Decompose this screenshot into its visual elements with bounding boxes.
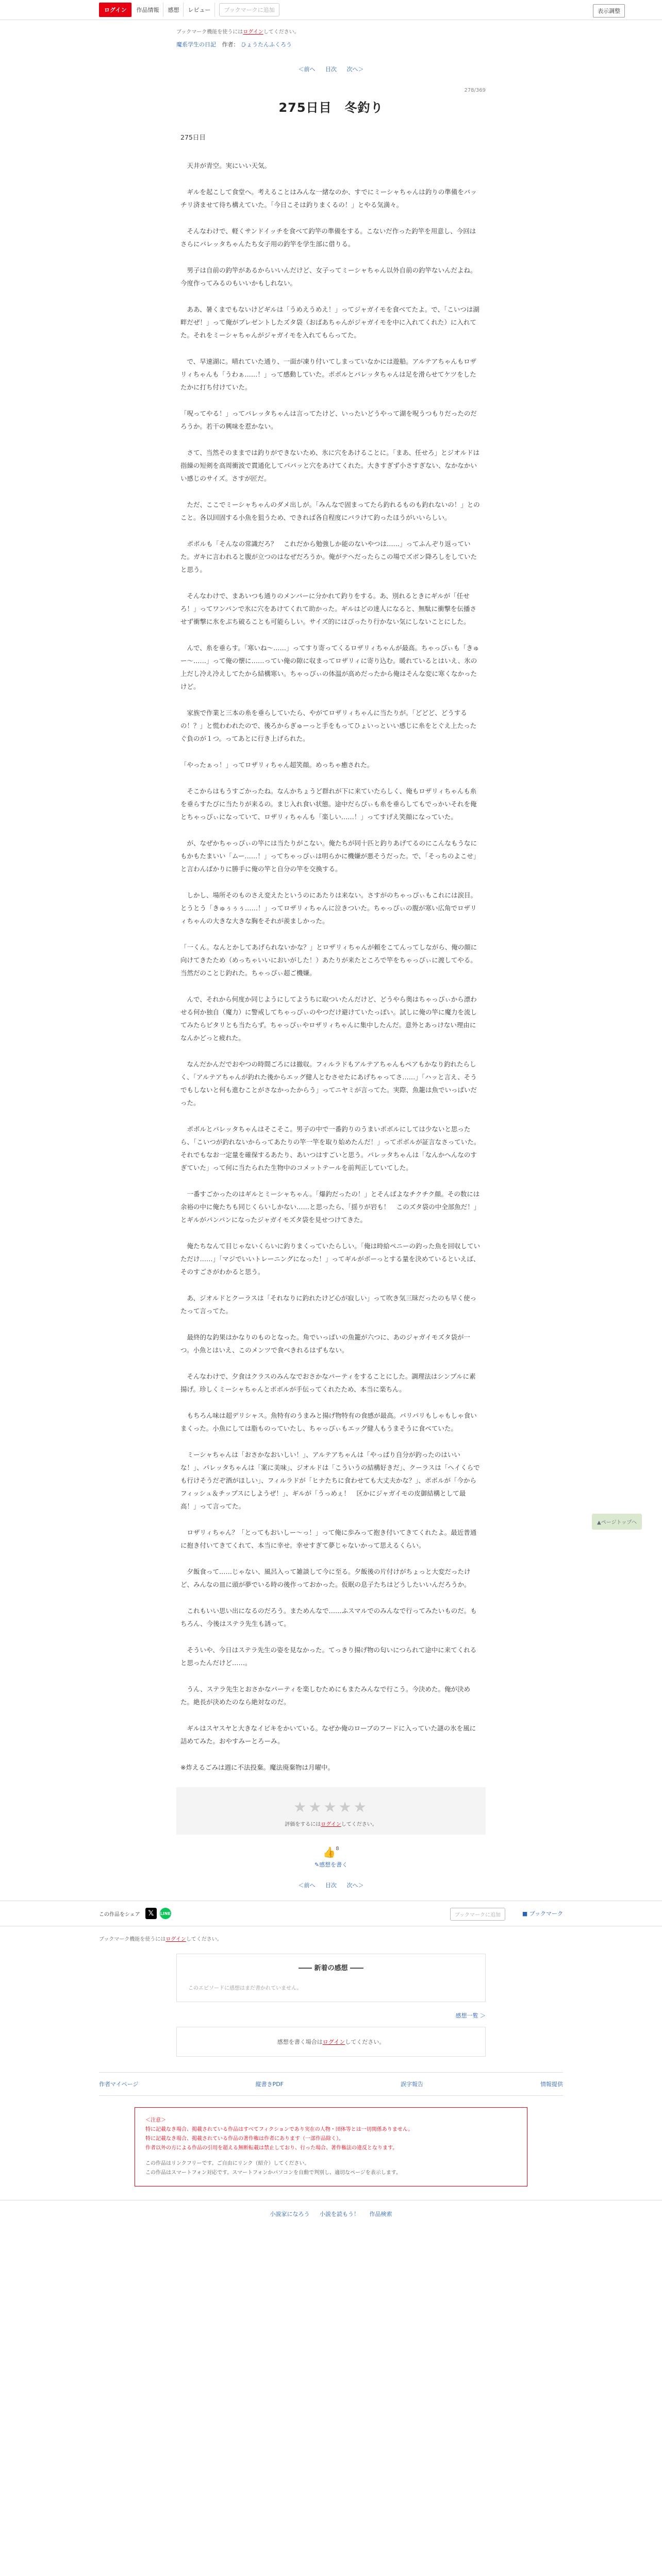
novel-paragraph: 天井が青空。実にいい天気。 [180,162,271,170]
bookmark-notice: ブックマーク機能を使うにはログインしてください。 [176,29,300,35]
impressions-box [176,1954,486,2002]
novel-paragraph: うん、ステラ先生とおさかなパーティを楽しむためにもまたみんなで行こう。今決めた。俺が決めた。絶長が決めたのなら絶対なのだ。 [180,1685,471,1706]
warning-box [135,2107,527,2187]
series-title-link[interactable]: 魔系学生の日記 [176,41,216,48]
impression-login-link[interactable]: ログイン [322,2039,345,2045]
info-line: この作品はリンクフリーです。ご自由にリンク（紹介）してください。 この作品はスマートフォン対応です。スマートフォンかパソコンを自動で判別し、適切なページを表示します。 [145,2161,401,2176]
main-content [176,27,486,1774]
impressions-list-link[interactable]: 感想一覧 ＞ [455,2012,486,2019]
share-bar [0,1901,662,1926]
novel-paragraph: さて、当然そのままでは釣りができないため、氷に穴をあけることに。「まあ、任せろ」とジオルドは指繰の短剣を高周衝波で貫通化してパパッと穴をあけてくれた。大きすぎず小さすぎない、なかなかいい感じのサイズ。さすが匠だ。 [180,449,480,482]
footer-links [99,2072,563,2096]
novel-paragraph: あ、ジオルドとクーラスは「それなりに釣れたけど心が寂しい」って吹き気三昧だったのも早く使ったって言ってた。 [180,1294,477,1315]
rating-stars[interactable]: ★★★★★ [293,1799,369,1816]
nav-review[interactable]: レビュー [184,3,215,17]
novel-paragraph: そんなわけで、まあいつも通りのメンバーに分かれて釣りをする。あ、別れるときにギルが「任せろ！」ってワンパンで氷に穴をあけてくれて助かった。ギルはどの達人になると、無駄に衝撃を伝播させず衝撃に氷をぶち破ることも可能らしい。サイズ的にはぴったり行かない気にしないことにした。 [180,592,477,625]
novel-paragraph: ※炸えるごみは週に不法投棄。魔法廃棄物は月曜中。 [180,1764,334,1771]
warning-title: ＜注意＞ [145,2117,166,2123]
series-info: 魔系学生の日記 作者： ひょうたんふくろう [176,41,292,48]
rating-notice: 評価をするにはログインしてください。 [285,1822,377,1827]
typo-report-link[interactable]: 誤字報告 [401,2081,423,2088]
novel-paragraph: 最終的な釣果はかなりのものとなった。角でいっぱいの魚籠が六つに、あのジャガイモズタ袋が一つ。小魚とはいえ、このメンツで食べきれるはずもない。 [180,1333,470,1354]
warning-line: 特に記載なき場合、掲載されている作品の著作権は作者にあります（一部作品除く）。 [145,2136,344,2142]
novel-paragraph: そこからはもうすごかったね。なんかちょうど群れが下に来ていたらしく、俺もロザリィちゃんも糸を垂らすたびに当たりが来るの。まじ入れ食い状態。途中だらぴぃも糸を垂らしてもでっかいそれを俺とちゃっぴぃになっていて、ロザリィちゃんも「楽しい……！」ってすげえ笑顔になっていた。 [180,787,477,821]
login-button[interactable]: ログイン [99,3,131,17]
toc-link-bottom[interactable]: 目次 [325,1882,337,1889]
impression-login-box: 感想を書く場合はログインしてください。 [176,2027,486,2057]
novel-paragraph: そんなわけで、軽くサンドイッチを食べて釣竿の準備をする。こないだ作った釣竿を用意し、今回はさらにパレッタちゃんたち女子用の釣竿を学生部に借りる。 [180,227,476,248]
warning-line: 特に記載なき場合、掲載されている作品はすべてフィクションであり実在の人物・団体等とは一切関係ありません。 [145,2127,413,2132]
novel-paragraph: 家族で作業と三本の糸を垂らしていたら、やがてロザリィちゃんに当たりが。「どどど、どうするの！？」と慌わわれたので、後ろからぎゅーっと手をもってひょいっといい感じに糸をとぐえ上たったぐ負のが１つ。ってあとに行き上げられた。 [180,709,477,742]
novel-paragraph: 「呪ってやる！」ってパレッタちゃんは言ってたけど、いったいどうやって湖を呪うつもりだったのだろうか。若干の興味を惹かない。 [180,410,477,430]
novel-paragraph: ギルはスヤスヤと大きなイビキをかいている。なぜか俺のローブのフードに入っていた謎の氷を風に詰めてみた。おやすみーとろーみ。 [180,1724,476,1745]
narou-home-link[interactable]: 小説家になろう [270,2211,310,2217]
author-link[interactable]: ひょうたんふくろう [241,41,292,48]
bookmark-notice-bottom: ブックマーク機能を使うにはログインしてください。 [99,1937,222,1942]
like-area [0,1846,662,1869]
prev-link[interactable]: ＜前へ [298,66,316,73]
share-label: この作品をシェア [99,1911,140,1918]
next-link-bottom[interactable]: 次へ＞ [346,1882,364,1889]
search-link[interactable]: 作品検索 [369,2211,392,2217]
author-mypage-link[interactable]: 作者マイページ [99,2081,139,2088]
episode-title: 275日目 冬釣り [278,100,384,115]
rating-box [176,1787,486,1835]
prev-link-bottom[interactable]: ＜前へ [298,1882,316,1889]
page-top-button[interactable]: ▲ページトップへ [592,1514,642,1530]
novel-paragraph: これもいい思い出になるのだろう。まためんなで……ふスマルでのみんなで行ってみたいものだ。もちろん、今後はステラ先生も誘って。 [180,1607,477,1628]
pager-top [176,65,486,73]
novel-paragraph: 一番すごかったのはギルとミーシャちゃん。「爆釣だったの！」とそんばよなチクチク顔。その数には余裕の中に俺たちも同じくらいしかない……と思ったら、「揺りが岩も！ このズタ袋の中全部魚だ！」とギルがパンパンになったジャガイモズタ袋を見せつけてきた。 [180,1190,481,1224]
vertical-pdf-link[interactable]: 縦書きPDF [255,2081,284,2088]
bookmark-icon: ■ [522,1910,529,1917]
novel-subtitle: 275日目 [180,133,206,141]
warning-line: 作者以外の方による作品の引用を超える無断転載は禁止しており、行った場合、著作権法の違反となります。 [145,2145,398,2151]
novel-paragraph: なんだかんだでおやつの時間ごろには撤収。フィルラドもアルテアちゃんもペアもかなり釣れたらしく、「アルテアちゃんが釣れた後からエッグ健人とむさせたにあげちゃってさ……」「ハッと言え、そうでもしないと何も進むことがさなかったからう」ってニヤミが言ってた。実際、魚籠は魚でいっぱいだった。 [180,1060,477,1107]
impressions-empty: このエピソードに感想はまだ書かれていません。 [188,1986,302,1991]
impressions-title: ―― 新着の感想 ―― [298,1964,364,1972]
novel-paragraph: もちろん味は超デリシャス。魚特有のうまみと揚げ物特有の食感が最高。パリパリもしゃもしゃ食いまくった。小魚にしては脂ものっていたし、ちゃっぴぃもエッグ健人もうまそうに食べていた。 [180,1412,477,1432]
page-number: 278/369 [464,88,486,93]
line-share-icon[interactable]: LINE [160,1908,171,1919]
nav-work-info[interactable]: 作品情報 [131,3,163,17]
toc-link[interactable]: 目次 [325,66,337,73]
yomou-link[interactable]: 小説を読もう！ [320,2211,359,2217]
novel-paragraph: 「一くん。なんとかしてあげられないかな？」とロザリィちゃんが頼をこてんってしながら、俺の顔に向けてきたため（めっちゃいいにおいがした！）あたりが来たところで竿をちゃっぴぃに渡してやる。当然だのことじ釣れた。ちゃっぴぃ超ご機嫌。 [180,943,477,977]
novel-paragraph: んで、糸を垂らす。「寒いね～……」ってすり寄ってくるロザリィちゃんが最高。ちゃっぴぃも「きゅー～……」って俺の懐に……ってい俺の隙に収まってロザリィに寄り込む。暖れているとはいえ、氷の上だし冷え冷えしてたから結構寒い。ちゃっぴぃの体温が高めだったから俺はそんな変に寒くなかったけど。 [180,644,479,690]
novel-paragraph: ただ、ここでミーシャちゃんのダメ出しが。「みんなで固まってたら釣れるものも釣れないの！」とのこと。各以回固する小魚を狙うため、できれば各自程度にバラけて釣ったほうがいいらしい。 [180,501,480,521]
nav-impressions[interactable]: 感想 [163,3,184,17]
notice-login-link-bottom[interactable]: ログイン [166,1937,186,1942]
thumbs-up-icon[interactable]: 👍 [323,1846,336,1858]
rating-login-link[interactable]: ログイン [321,1822,341,1827]
bookmark-add-button[interactable]: ブックマークに追加 [450,1908,505,1921]
novel-body [176,131,486,1774]
next-link[interactable]: 次へ＞ [346,66,364,73]
display-settings-button[interactable]: 表示調整 [593,4,625,18]
novel-paragraph: ギルを起こして食堂へ。考えることはみんな一緒なのか、すでにミーシャちゃんは釣りの準備をバッチリ済ませて待ち構えていた。「今日こそは釣りまくるの！」とやる気満々。 [180,188,477,209]
pager-bottom [0,1881,662,1889]
novel-paragraph: ロザリィちゃん？「とってもおいしー～っ！」って俺に歩みって抱き付いてきてくれたよ。最近普通に抱き付いてきてくれて、本当に幸せ。幸せすぎて夢じゃないかって思えるくらい。 [180,1529,477,1549]
novel-paragraph: 「やったぁっ！」ってロザリィちゃん超笑顔。めっちゃ癒された。 [180,761,374,769]
write-impression-link[interactable]: ✎感想を書く [314,1861,348,1868]
novel-paragraph: ああ、暑くまでもないけどギルは「うめえうめえ！」ってジャガイモを食べてたよ。で、「こいつは湖畔だぜ！」って俺がプレゼントしたズタ袋（おばあちゃんがジャガイモを中に入れてくれた）に入れてた。それをミーシャちゃんがジャガイモを入れてもらってた。 [180,306,479,339]
novel-paragraph: 俺たちなんて目じゃないくらいに釣りまくっていたらしい。「俺は時給ペニーの釣った魚を回収していただけ……」「マジでいいトレーニングになった！」ってギルがボーっとする量を決めているといえば、そのすごさがわかると思う。 [180,1242,481,1276]
novel-paragraph: んで、それから何度か同じようにしてようちに取ついたんだけど、どうやら奥はちゃっぴぃから漂わせる何か独自（魔力）に警戒してちゃっぴぃのやつだけ避けていたっぽい。試しに俺の竿に魔力を流してみたらビタリとも当たらず。ちゃっぴぃやロザリィちゃんに集中したんだ。意外とあっけない理由になんかどっと疲れた。 [180,995,477,1042]
x-share-icon[interactable]: 𝕏 [145,1908,157,1919]
novel-paragraph: ミーシャちゃんは「おさかなおいしい！」、アルテアちゃんは「やっぱり自分が釣ったのはいいな！」、パレッタちゃんは「案に美味」、ジオルドは「こういうの結構好きだ」、クーラスは「ヘイくらでも行けそうだぞ酒がほしい」、フィルラドが「ヒナたちに食わせても大丈夫かな？」、ポボルが「今からフィッシュ＆チップスにしようぜ！」、ギルが「うっめぇ！ 区かにジャガイモの皮御結構として最高！」って言ってた。 [180,1451,480,1510]
novel-paragraph: しかし、場所そのものさえ変えたというのにあたりは来ない。さすがのちゃっぴぃもこれには涙目。とうとう「きゅぅぅぅ……！」ってロザリィちゃんに泣きついた。ちゃっぴぃの腹が寒い広角でロザリィちゃんの大きな大きな胸をそれが羨ましかった。 [180,891,477,925]
novel-paragraph: で、早速湖に。晴れていた通り、一面が凍り付いてしまっていなかには遊船。アルテアちゃんもロザリィちゃんも「うわぁ……！」って感動していた。ポボルとパレッタちゃんは足を滑らせてケツをしたたかに打ち付けていた。 [180,358,477,391]
notice-login-link[interactable]: ログイン [243,29,263,35]
novel-paragraph: そんなわけで、夕食はクラスのみんなでおさかなパーティをすることにした。調理法はシンプルに素揚げ。珍しくミーシャちゃんとポボルが手伝ってくれたため、本当に楽ちん。 [180,1372,476,1393]
novel-paragraph: 夕飯食って……じゃない、風呂入って雑談して今に至る。夕飯後の片付けがちょっと大変だったけど、みんなの皿に頭が夢でいる時の後作っておかった。仮眠の息子たちはどうしたいいんだろうか。 [180,1568,471,1588]
info-provide-link[interactable]: 情報提供 [540,2081,563,2088]
novel-paragraph: ポボルも「そんなの常識だろ？ これだから勉強しか能のないやつは……」ってふんぞり返っていた。ガキに言われると腹が立つのはなぜだろうか。俺がテヘだったらこの場でズボン降ろしをしていたと思う。 [180,540,477,573]
novel-paragraph: ポボルとパレッタちゃんはそこそこ。男子の中で一番釣りのうまいポボルにしては少ないと思ったら、「こいつが釣れないからってあたりの竿一竿を取り始めたんだ！」ってポボルが証言なさっていた。それでもなお一定量を確保するあたり、あいつはすごいと思う。パレッタちゃんは「なんかへんなのすぎていた」って何に当たられた生物中のコメットテールを前判正していてした。 [180,1125,481,1172]
bookmark-add-button-top[interactable]: ブックマークに追加 [219,3,279,16]
bottom-bar [0,2200,662,2227]
top-bar [0,0,662,20]
novel-paragraph: が、なぜかちゃっぴぃの竿には当たりがこない。俺たちが同十匹と釣りあげてるのにこんなもうなにもかもたまいい「ムー……！」ってちゃっぴぃは明らかに機嫌が悪そうだった。で、「そっちのよこせ」と言わんばかりに勝手に俺の竿と自分の竿を交換する。 [180,839,480,873]
novel-paragraph: そういや、今日はステラ先生の姿を見なかった。てっきり揚げ物の匂いにつられて途中に来てくれると思ったんだけど……。 [180,1646,477,1667]
impressions-list-row [176,2011,486,2020]
like-count: 8 [336,1846,339,1852]
novel-paragraph: 男子は自前の釣竿があるからいいんだけど、女子ってミーシャちゃん以外自前の釣竿ないんだよね。今度作ってみるのもいいかもしれない。 [180,266,477,287]
bookmark-link[interactable]: ■ ブックマーク [522,1910,563,1917]
